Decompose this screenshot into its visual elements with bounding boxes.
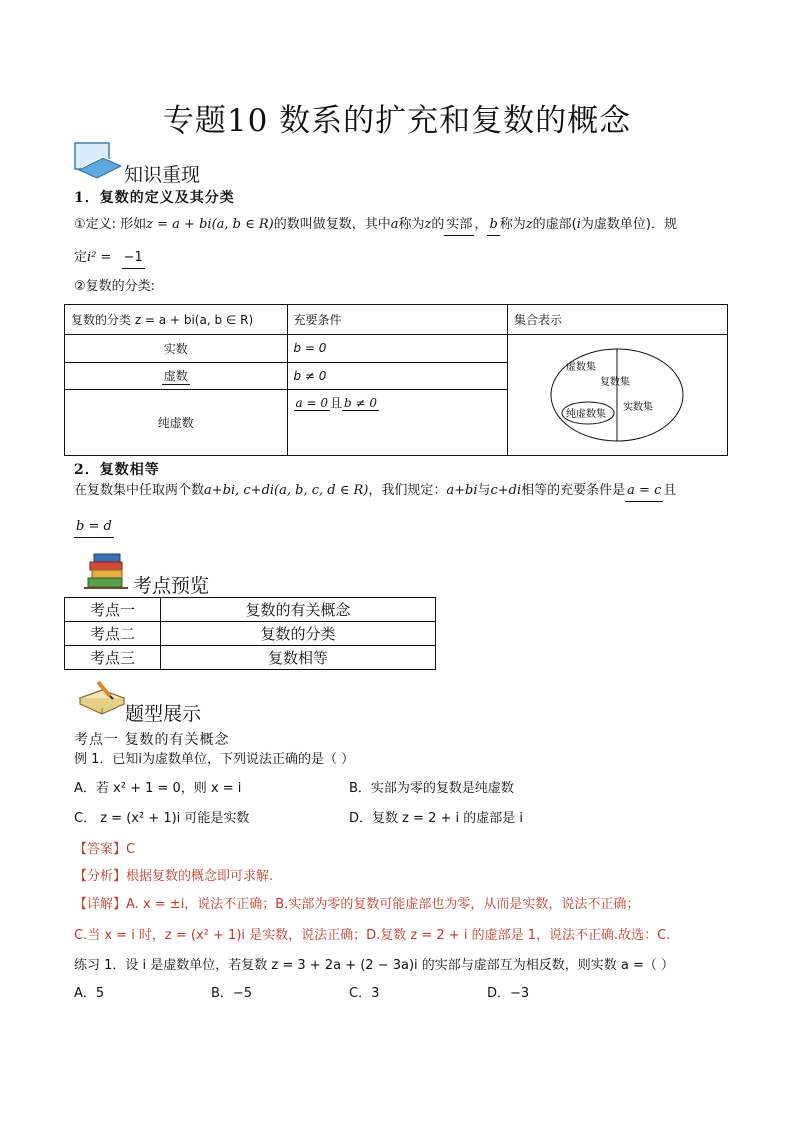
practice1-option-a: A．5 — [74, 986, 105, 1001]
item2-title: 2．复数相等 — [74, 462, 160, 478]
preview-key-2: 考点二 — [65, 622, 161, 646]
practice1-option-b: B．−5 — [211, 986, 253, 1001]
page-title: 专题10 数系的扩充和复数的概念 — [162, 103, 632, 139]
venn-diagram — [508, 335, 727, 455]
table-header-set: 集合表示 — [508, 305, 728, 335]
row-pure: 纯虚数 — [65, 390, 288, 456]
topic1-heading: 考点一 复数的有关概念 — [74, 732, 230, 748]
practice1-option-c: C．3 — [349, 986, 380, 1001]
cond-b-answer: b = d — [74, 517, 114, 538]
row-imag: 虚数 — [65, 362, 288, 390]
notebook-pencil-icon — [76, 678, 128, 718]
section-examples-heading: 题型展示 — [125, 703, 202, 725]
definition-line2: 定i² = −1 — [74, 248, 145, 269]
answer-line: 【答案】C — [74, 842, 136, 857]
practice1-option-d: D．−3 — [487, 986, 530, 1001]
row-real: 实数 — [65, 335, 288, 363]
table-header-class: 复数的分类 z = a + bi(a, b ∈ R) — [65, 305, 288, 335]
table-header-condition: 充要条件 — [287, 305, 508, 335]
item1-title: 1．复数的定义及其分类 — [74, 190, 235, 206]
real-part-answer: 实部 — [444, 215, 474, 236]
detail-line1: 【详解】A. x = ±i，说法不正确；B.实部为零的复数可能虚部也为零，从而是实数，说法不正确； — [74, 897, 640, 912]
example1-question: 例 1．已知i为虚数单位，下列说法正确的是（ ） — [74, 752, 355, 767]
row-real-condition: b = 0 — [287, 335, 508, 363]
example1-option-d: D．复数 z = 2 + i 的虚部是 i — [349, 811, 524, 826]
preview-table — [64, 597, 436, 670]
preview-key-3: 考点三 — [65, 646, 161, 670]
preview-value-3: 复数相等 — [161, 646, 436, 670]
preview-value-2: 复数的分类 — [161, 622, 436, 646]
section-preview-heading: 考点预览 — [133, 575, 210, 597]
row-pure-condition: a = 0 且 b ≠ 0 — [287, 390, 508, 456]
preview-key-1: 考点一 — [65, 598, 161, 622]
venn-complex-label: 复数集 — [600, 377, 630, 388]
venn-imag-label: 虚数集 — [566, 362, 596, 373]
preview-value-1: 复数的有关概念 — [161, 598, 436, 622]
row-imag-condition: b ≠ 0 — [287, 362, 508, 390]
detail-line2: C.当 x = i 时，z = (x² + 1)i 是实数，说法正确；D.复数 z = 2 + i 的虚部是 1，说法不正确.故选：C. — [74, 928, 671, 943]
equality-line1: 在复数集中任取两个数a+bi, c+di(a, b, c, d ∈ R)，我们规定：a+bi与c+di相等的充要条件是 a = c 且 — [74, 481, 734, 502]
books-icon — [82, 552, 130, 592]
equality-line2 — [74, 517, 114, 538]
classification-label: ②复数的分类: — [74, 279, 156, 294]
example1-option-a: A．若 x² + 1 = 0，则 x = i — [74, 781, 242, 796]
definition-line1: ①定义: 形如z = a + bi(a, b ∈ R)的数叫做复数，其中a称为z的 实部 ， b 称为z的虚部(i为虚数单位)．规 — [74, 215, 734, 236]
example1-option-b: B．实部为零的复数是纯虚数 — [349, 781, 514, 796]
book-stack-icon — [73, 140, 123, 180]
classification-table — [64, 304, 728, 456]
cond-a-answer: a = c — [625, 481, 663, 502]
venn-real-label: 实数集 — [623, 402, 653, 413]
section-knowledge-heading: 知识重现 — [124, 164, 201, 186]
practice1-question: 练习 1．设 i 是虚数单位，若复数 z = 3 + 2a + (2 − 3a)i 的实部与虚部互为相反数，则实数 a =（ ） — [74, 958, 675, 973]
venn-cell — [508, 335, 728, 456]
example1-option-c: C． z = (x² + 1)i 可能是实数 — [74, 811, 250, 826]
b-answer: b — [487, 215, 499, 236]
analysis-line: 【分析】根据复数的概念即可求解. — [74, 869, 274, 884]
venn-pure-label: 纯虚数集 — [566, 409, 606, 420]
i-squared-answer: −1 — [122, 248, 145, 269]
